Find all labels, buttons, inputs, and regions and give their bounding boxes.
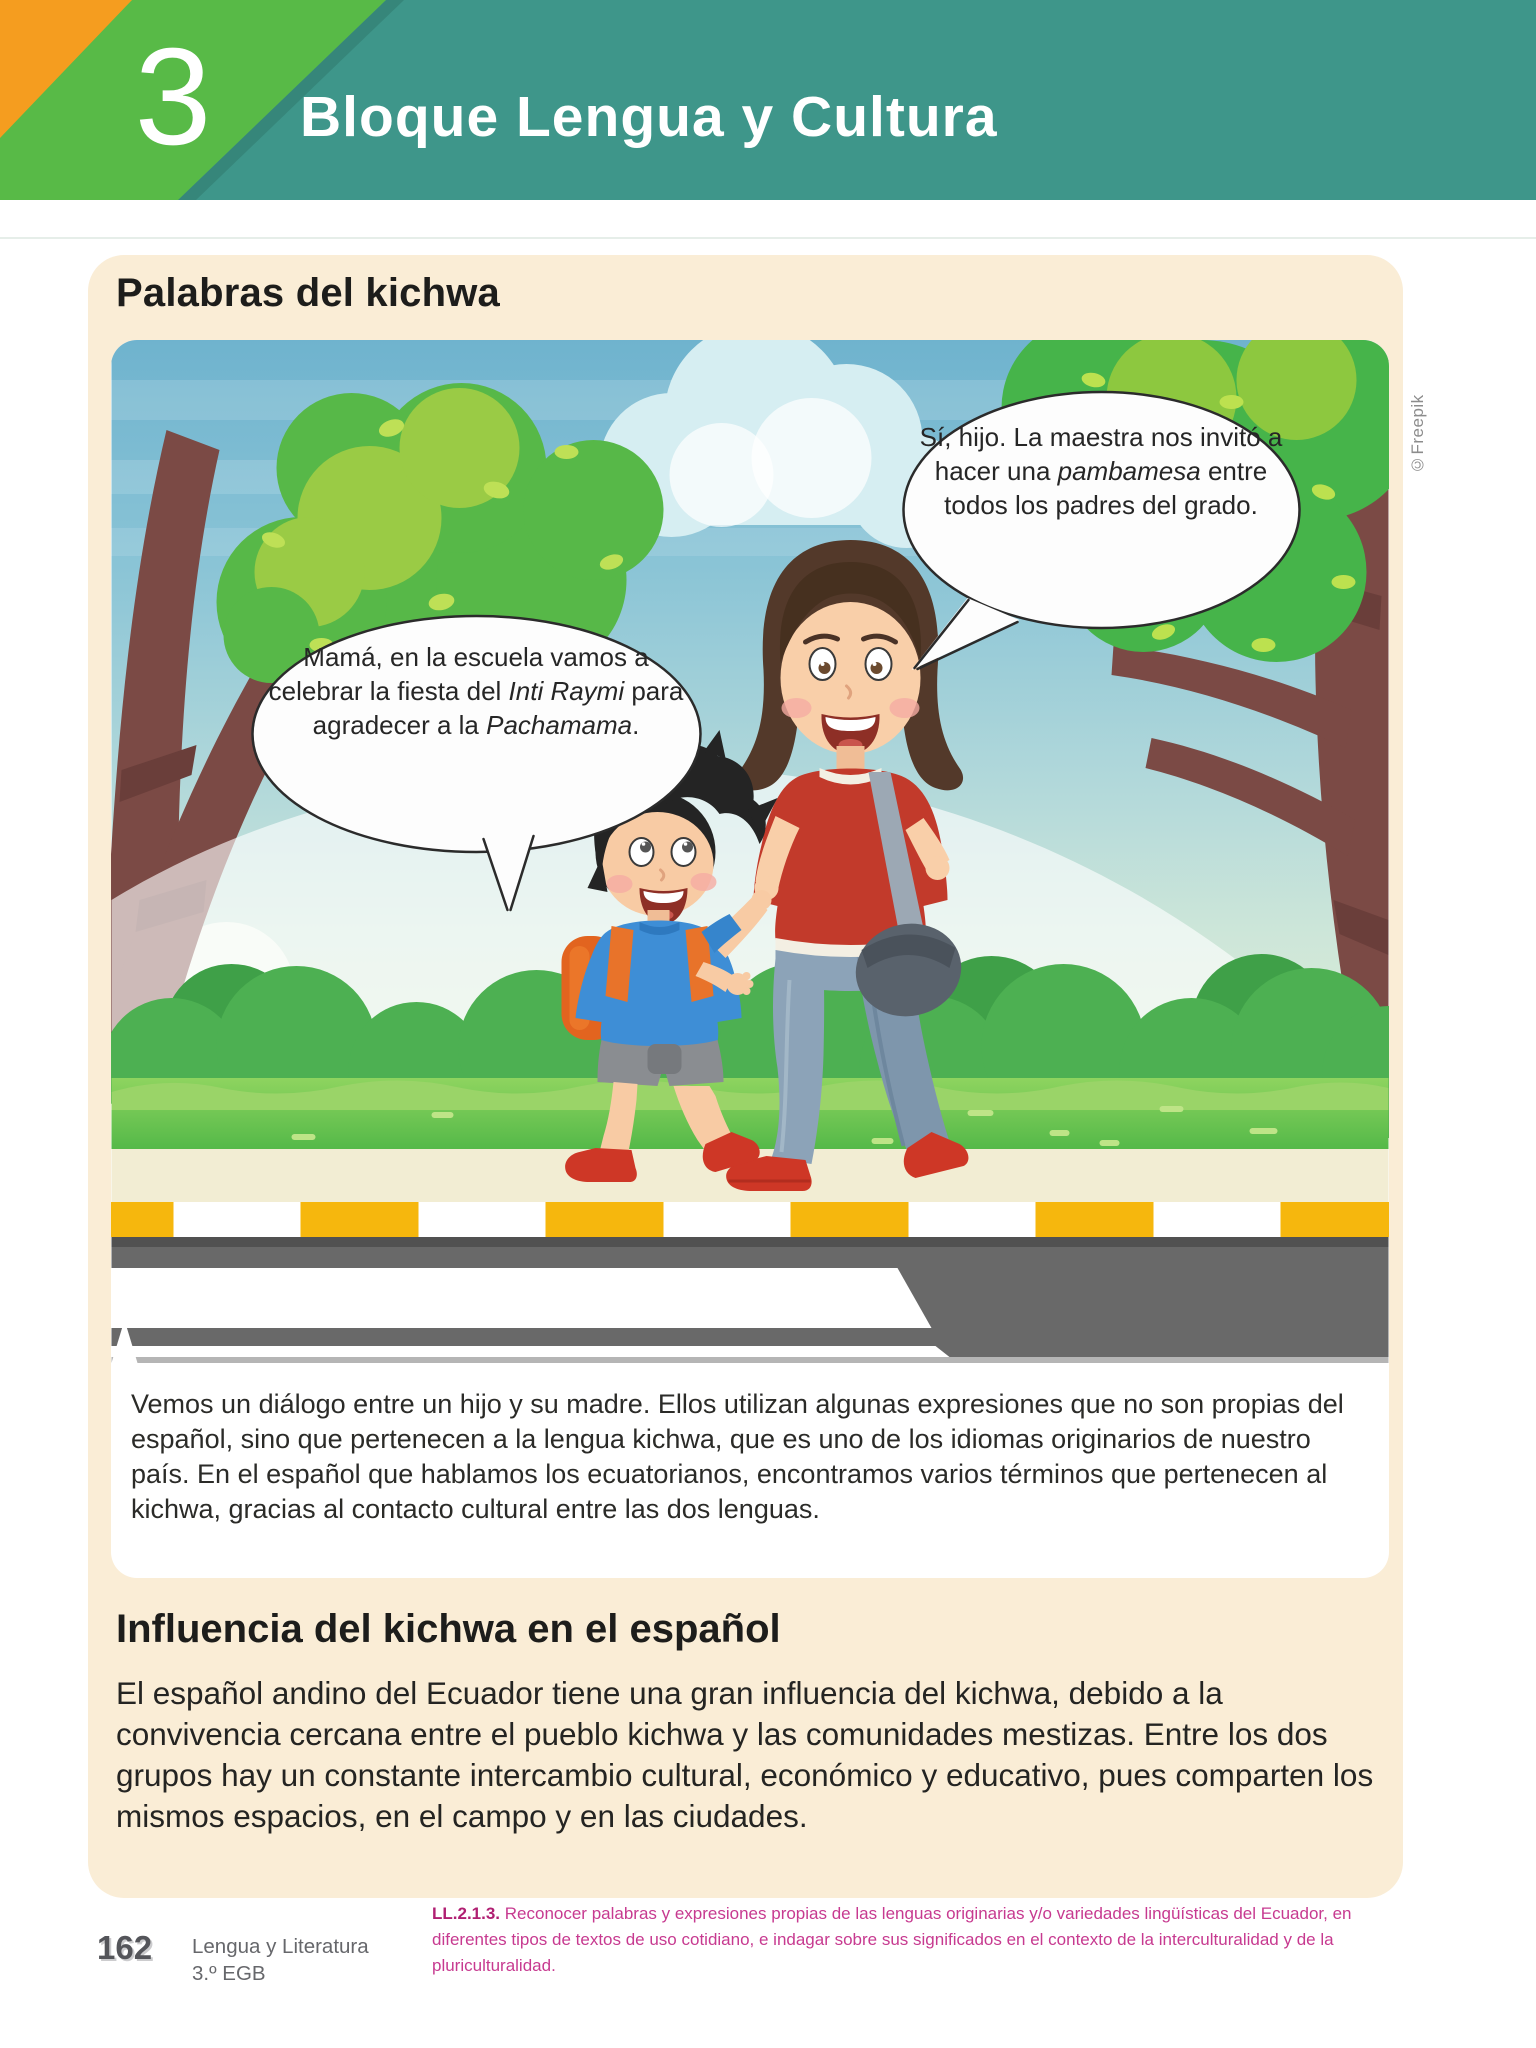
kichwa-word-inti-raymi: Inti Raymi <box>508 676 625 706</box>
kichwa-word-pambamesa: pambamesa <box>1057 456 1201 486</box>
road <box>112 1237 1389 1363</box>
book-info <box>192 1933 369 1987</box>
bubble-mother-part2: entre todos los padres del grado. <box>944 456 1268 520</box>
section-title-influencia: Influencia del kichwa en el español <box>116 1607 781 1651</box>
section-title-palabras: Palabras del kichwa <box>116 271 500 315</box>
unit-banner-title: Bloque Lengua y Cultura <box>300 85 998 149</box>
bubble-child-part3: . <box>632 710 640 740</box>
curb <box>111 1202 1389 1237</box>
book-grade: 3.º EGB <box>192 1962 266 1985</box>
page-number: 162 <box>97 1929 153 1966</box>
influencia-paragraph: El español andino del Ecuador tiene una gran influencia del kichwa, debido a la convivencia cercana entre el pueblo kichwa y las comunidades mestizas. Entre los dos grupos hay un constante intercambio cultural, económico y educativo, pues comparten los mismos espacios, en el campo y en las ciudades. <box>116 1675 1374 1834</box>
speech-bubble-mother <box>911 420 1291 522</box>
grass-band <box>112 1078 1389 1149</box>
bubble-child-part2: para agradecer a la <box>312 676 684 740</box>
header-divider <box>0 237 1536 239</box>
bubble-child-part1: Mamá, en la escuela vamos a celebrar la fiesta del <box>268 642 649 706</box>
lesson-content-panel <box>88 255 1403 1898</box>
illustration-card <box>111 340 1389 1578</box>
bubble-mother-part1: Sí, hijo. La maestra nos invitó a hacer una <box>919 422 1283 486</box>
curriculum-standard <box>432 1901 1422 1979</box>
standard-code: LL.2.1.3. <box>432 1904 501 1923</box>
kichwa-word-pachamama: Pachamama <box>486 710 633 740</box>
illustration-caption: Vemos un diálogo entre un hijo y su madre. Ellos utilizan algunas expresiones que no son propias del español, sino que pertenecen a la lengua kichwa, que es uno de los idiomas originarios de nuestro país. En el español que hablamos los ecuatorianos, encontramos varios términos que pertenecen al kichwa, gracias al contacto cultural entre las dos lenguas. <box>131 1389 1344 1524</box>
unit-header-banner <box>0 0 1536 200</box>
standard-text: Reconocer palabras y expresiones propias de las lenguas originarias y/o variedades lingüísticas del Ecuador, en diferentes tipos de textos de uso cotidiano, e indagar sobre sus significados en el contexto de la interculturalidad y de la pluriculturalidad. <box>432 1904 1352 1975</box>
dialogue-illustration <box>111 340 1389 1363</box>
book-title: Lengua y Literatura <box>192 1935 369 1958</box>
unit-number: 3 <box>134 20 212 174</box>
image-credit: ©Freepik <box>1408 394 1427 474</box>
speech-bubble-child <box>261 640 691 742</box>
